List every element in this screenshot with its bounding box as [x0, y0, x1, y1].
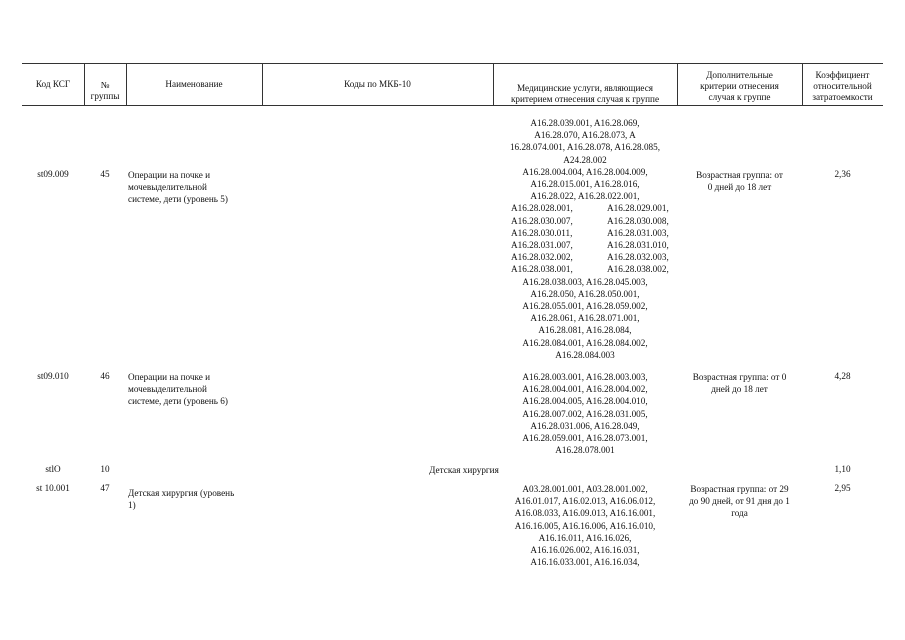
- service-line: A16.28.070, A16.28.073, A: [534, 130, 636, 141]
- row-services: [493, 483, 677, 568]
- service-line: A16.28.084.003: [555, 349, 615, 360]
- service-line-split: [493, 239, 677, 251]
- criteria-line: года: [731, 508, 748, 519]
- service-line: A16.28.004.004, A16.28.004.009,: [522, 166, 648, 177]
- header-criteria: [677, 70, 802, 103]
- service-line: A16.28.039.001, A16.28.069,: [530, 118, 640, 128]
- service-line-split: [493, 202, 677, 214]
- service-line: A16.28.078.001: [555, 445, 615, 456]
- service-line-split: [493, 251, 677, 263]
- service-code: A16.28.028.001,: [511, 203, 573, 214]
- row-coef: 2,36: [834, 169, 851, 179]
- row-name-line: системе, дети (уровень 5): [128, 194, 228, 205]
- row-num: 46: [100, 371, 110, 381]
- row-code: st09.010: [37, 371, 69, 381]
- service-line: A16.28.022, A16.28.022.001,: [530, 191, 640, 202]
- header-criteria-line-1: Дополнительные: [706, 70, 773, 80]
- row-name-line: Операции на почке и: [128, 372, 211, 382]
- header-criteria-line-2: критерии отнесения: [700, 81, 779, 91]
- service-line: A16.28.050, A16.28.050.001,: [530, 288, 640, 299]
- row-criteria: [677, 371, 802, 395]
- header-services: [493, 83, 677, 105]
- row-services: [493, 117, 677, 361]
- row-num: 47: [100, 483, 110, 493]
- table-row: [22, 117, 883, 367]
- service-code: A16.28.031.007,: [511, 240, 573, 251]
- header-coef-line-1: Коэффициент: [815, 70, 870, 80]
- row-services: [493, 371, 677, 456]
- service-line: A16.01.017, A16.02.013, A16.06.012,: [514, 496, 656, 507]
- criteria-line: дней до 18 лет: [711, 384, 768, 395]
- service-line: A16.16.011, A16.16.026,: [538, 532, 632, 543]
- service-line: A16.28.038.003, A16.28.045.003,: [522, 276, 648, 287]
- table-row: [22, 483, 883, 573]
- service-code: A16.28.029.001,: [607, 203, 669, 214]
- service-code: A16.28.030.008,: [607, 215, 669, 226]
- service-line: A16.16.033.001, A16.16.034,: [530, 557, 640, 568]
- row-name-line: 1): [128, 500, 136, 511]
- header-num-line-1: №: [100, 80, 110, 90]
- row-name-line: системе, дети (уровень 6): [128, 396, 228, 407]
- service-code: A16.28.030.011,: [511, 227, 573, 238]
- service-code: A16.28.031.010,: [607, 240, 669, 251]
- criteria-line: Возрастная группа: от: [696, 170, 783, 180]
- row-name-line: Операции на почке и: [128, 170, 211, 180]
- criteria-line: Возрастная группа: от 29: [690, 484, 789, 494]
- criteria-line: Возрастная группа: от 0: [692, 372, 787, 382]
- service-line: A16.28.061, A16.28.071.001,: [530, 313, 640, 324]
- row-name: [128, 371, 266, 408]
- row-num: 10: [100, 464, 110, 474]
- service-line: A16.08.033, A16.09.013, A16.16.001,: [514, 508, 656, 519]
- service-code: A16.28.032.002,: [511, 252, 573, 263]
- header-services-line-2: критерием отнесения случая к группе: [510, 94, 660, 104]
- service-line: A16.28.007.002, A16.28.031.005,: [522, 408, 648, 419]
- row-coef: 2,95: [834, 483, 851, 493]
- row-coef: 4,28: [834, 371, 851, 381]
- service-line: A16.28.081, A16.28.084,: [538, 325, 632, 336]
- service-code: A16.28.038.002,: [607, 264, 669, 275]
- header-bottom-border: [22, 105, 883, 106]
- service-line: A16.28.059.001, A16.28.073.001,: [522, 433, 648, 444]
- header-coef: [802, 70, 883, 103]
- service-line: A16.28.015.001, A16.28.016,: [530, 179, 640, 190]
- row-name-line: мочевыделительной: [128, 182, 207, 193]
- header-icd-text: Коды по МКБ-10: [344, 79, 411, 89]
- criteria-line: 0 дней до 18 лет: [707, 182, 772, 193]
- service-line: A24.28.002: [563, 154, 607, 165]
- row-criteria: [677, 169, 802, 193]
- criteria-line: до 90 дней, от 91 дня до 1: [689, 496, 790, 507]
- service-code: A16.28.032.003,: [607, 252, 669, 263]
- section-title: Детская хирургия: [429, 465, 499, 475]
- row-name: [128, 487, 266, 511]
- header-services-line-1: Медицинские услуги, являющиеся: [516, 83, 654, 93]
- service-line-split: [493, 227, 677, 239]
- table-row-section: [22, 464, 883, 478]
- service-line: A16.28.004.001, A16.28.004.002,: [522, 384, 648, 395]
- service-line: A16.28.031.006, A16.28.049,: [530, 420, 640, 431]
- header-top-border: [22, 63, 883, 64]
- row-coef: 1,10: [834, 464, 851, 474]
- service-line: A16.16.026.002, A16.16.031,: [530, 545, 640, 556]
- header-coef-line-2: относительной: [813, 81, 872, 91]
- row-num: 45: [100, 169, 110, 179]
- header-code: [22, 79, 84, 90]
- service-code: A16.28.031.003,: [607, 227, 669, 238]
- service-line: A16.28.003.001, A16.28.003.003,: [522, 372, 648, 382]
- header-num: [84, 80, 126, 102]
- row-code: stlO: [45, 464, 61, 474]
- service-code: A16.28.038.001,: [511, 264, 573, 275]
- service-line: 16.28.074.001, A16.28.078, A16.28.085,: [509, 142, 661, 153]
- service-line: A16.28.004.005, A16.28.004.010,: [522, 396, 648, 407]
- service-line-split: [493, 215, 677, 227]
- header-num-line-2: группы: [90, 91, 120, 101]
- header-name-text: Наименование: [165, 79, 223, 89]
- header-name: [126, 79, 262, 90]
- row-name-line: Детская хирургия (уровень: [128, 488, 235, 498]
- header-criteria-line-3: случая к группе: [708, 92, 771, 102]
- row-code: st 10.001: [36, 483, 70, 493]
- header-code-text: Код КСГ: [35, 79, 71, 89]
- service-line-split: [493, 263, 677, 275]
- service-line: A16.28.055.001, A16.28.059.002,: [522, 301, 648, 312]
- service-code: A16.28.030.007,: [511, 215, 573, 226]
- header-icd: [262, 79, 493, 90]
- service-line: A16.16.005, A16.16.006, A16.16.010,: [514, 520, 656, 531]
- header-coef-line-3: затратоемкости: [812, 92, 873, 102]
- table-row: [22, 371, 883, 459]
- service-line: A03.28.001.001, A03.28.001.002,: [522, 484, 648, 494]
- row-criteria: [677, 483, 802, 520]
- service-line: A16.28.084.001, A16.28.084.002,: [522, 337, 648, 348]
- row-code: st09.009: [37, 169, 69, 179]
- row-name-line: мочевыделительной: [128, 384, 207, 395]
- row-name: [128, 169, 266, 206]
